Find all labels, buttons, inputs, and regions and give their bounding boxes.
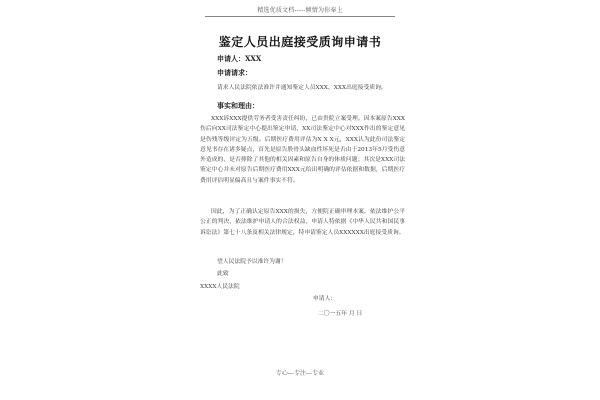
request-body: 请求人民法院依法准许并通知鉴定人员XXX、XXX出庭接受质询。 <box>217 85 387 91</box>
court-name: XXXX人民法院 <box>200 284 240 290</box>
closing-salutation: 此致 <box>217 271 229 277</box>
footer-watermark: 专心---专注---专业 <box>275 370 325 377</box>
header-watermark: 精选优质文档-----倾情为你奉上 <box>257 7 343 14</box>
date-line: 二〇一五年 月 日 <box>318 311 363 317</box>
facts-paragraph-1: XXX诉XXX提供劳务者受害责任纠纷，已由贵院立案受理。因本案原告XXX伤后向XX司法鉴定中心提出鉴定申请，XX司法鉴定中心对XXX作出的鉴定意见是伤残等级评定为五级。后期医疗费用评估为X X X元，XXX认为此份司法鉴定意见书存在诸多疑点，首先是原告股骨头缺血性坏死是否由于2013年5月受伤意外造成的，是否排除了其他的相关因素和原告自身的体质问题；其次是XXX司法鉴定中心并未对原告后期医疗费用XXX元给出明确的评估依据和数据，后期医疗费用评估明显偏高且与案件事实不符。 <box>200 116 405 184</box>
facts-heading: 事实和理由： <box>217 101 259 110</box>
header-divider <box>205 16 395 17</box>
signature-line: 申请人： <box>313 296 337 302</box>
applicant-line: 申请人：XXX <box>217 54 262 63</box>
closing-request: 望人民法院予以准许为谢！ <box>217 259 287 265</box>
facts-paragraph-2: 因此，为了正确认定原告XXX的损失，方便院正确审理本案，依法维护公平公正的判决，依法维护申请人的合法权益，申请人特依据《中华人民共和国民事诉讼法》第七十八条及相关法律规定，特申请鉴定人员XXXXXX出庭接受质询。 <box>200 209 405 236</box>
document-title: 鉴定人员出庭接受质询申请书 <box>218 35 382 49</box>
request-heading: 申请请求： <box>217 68 252 77</box>
